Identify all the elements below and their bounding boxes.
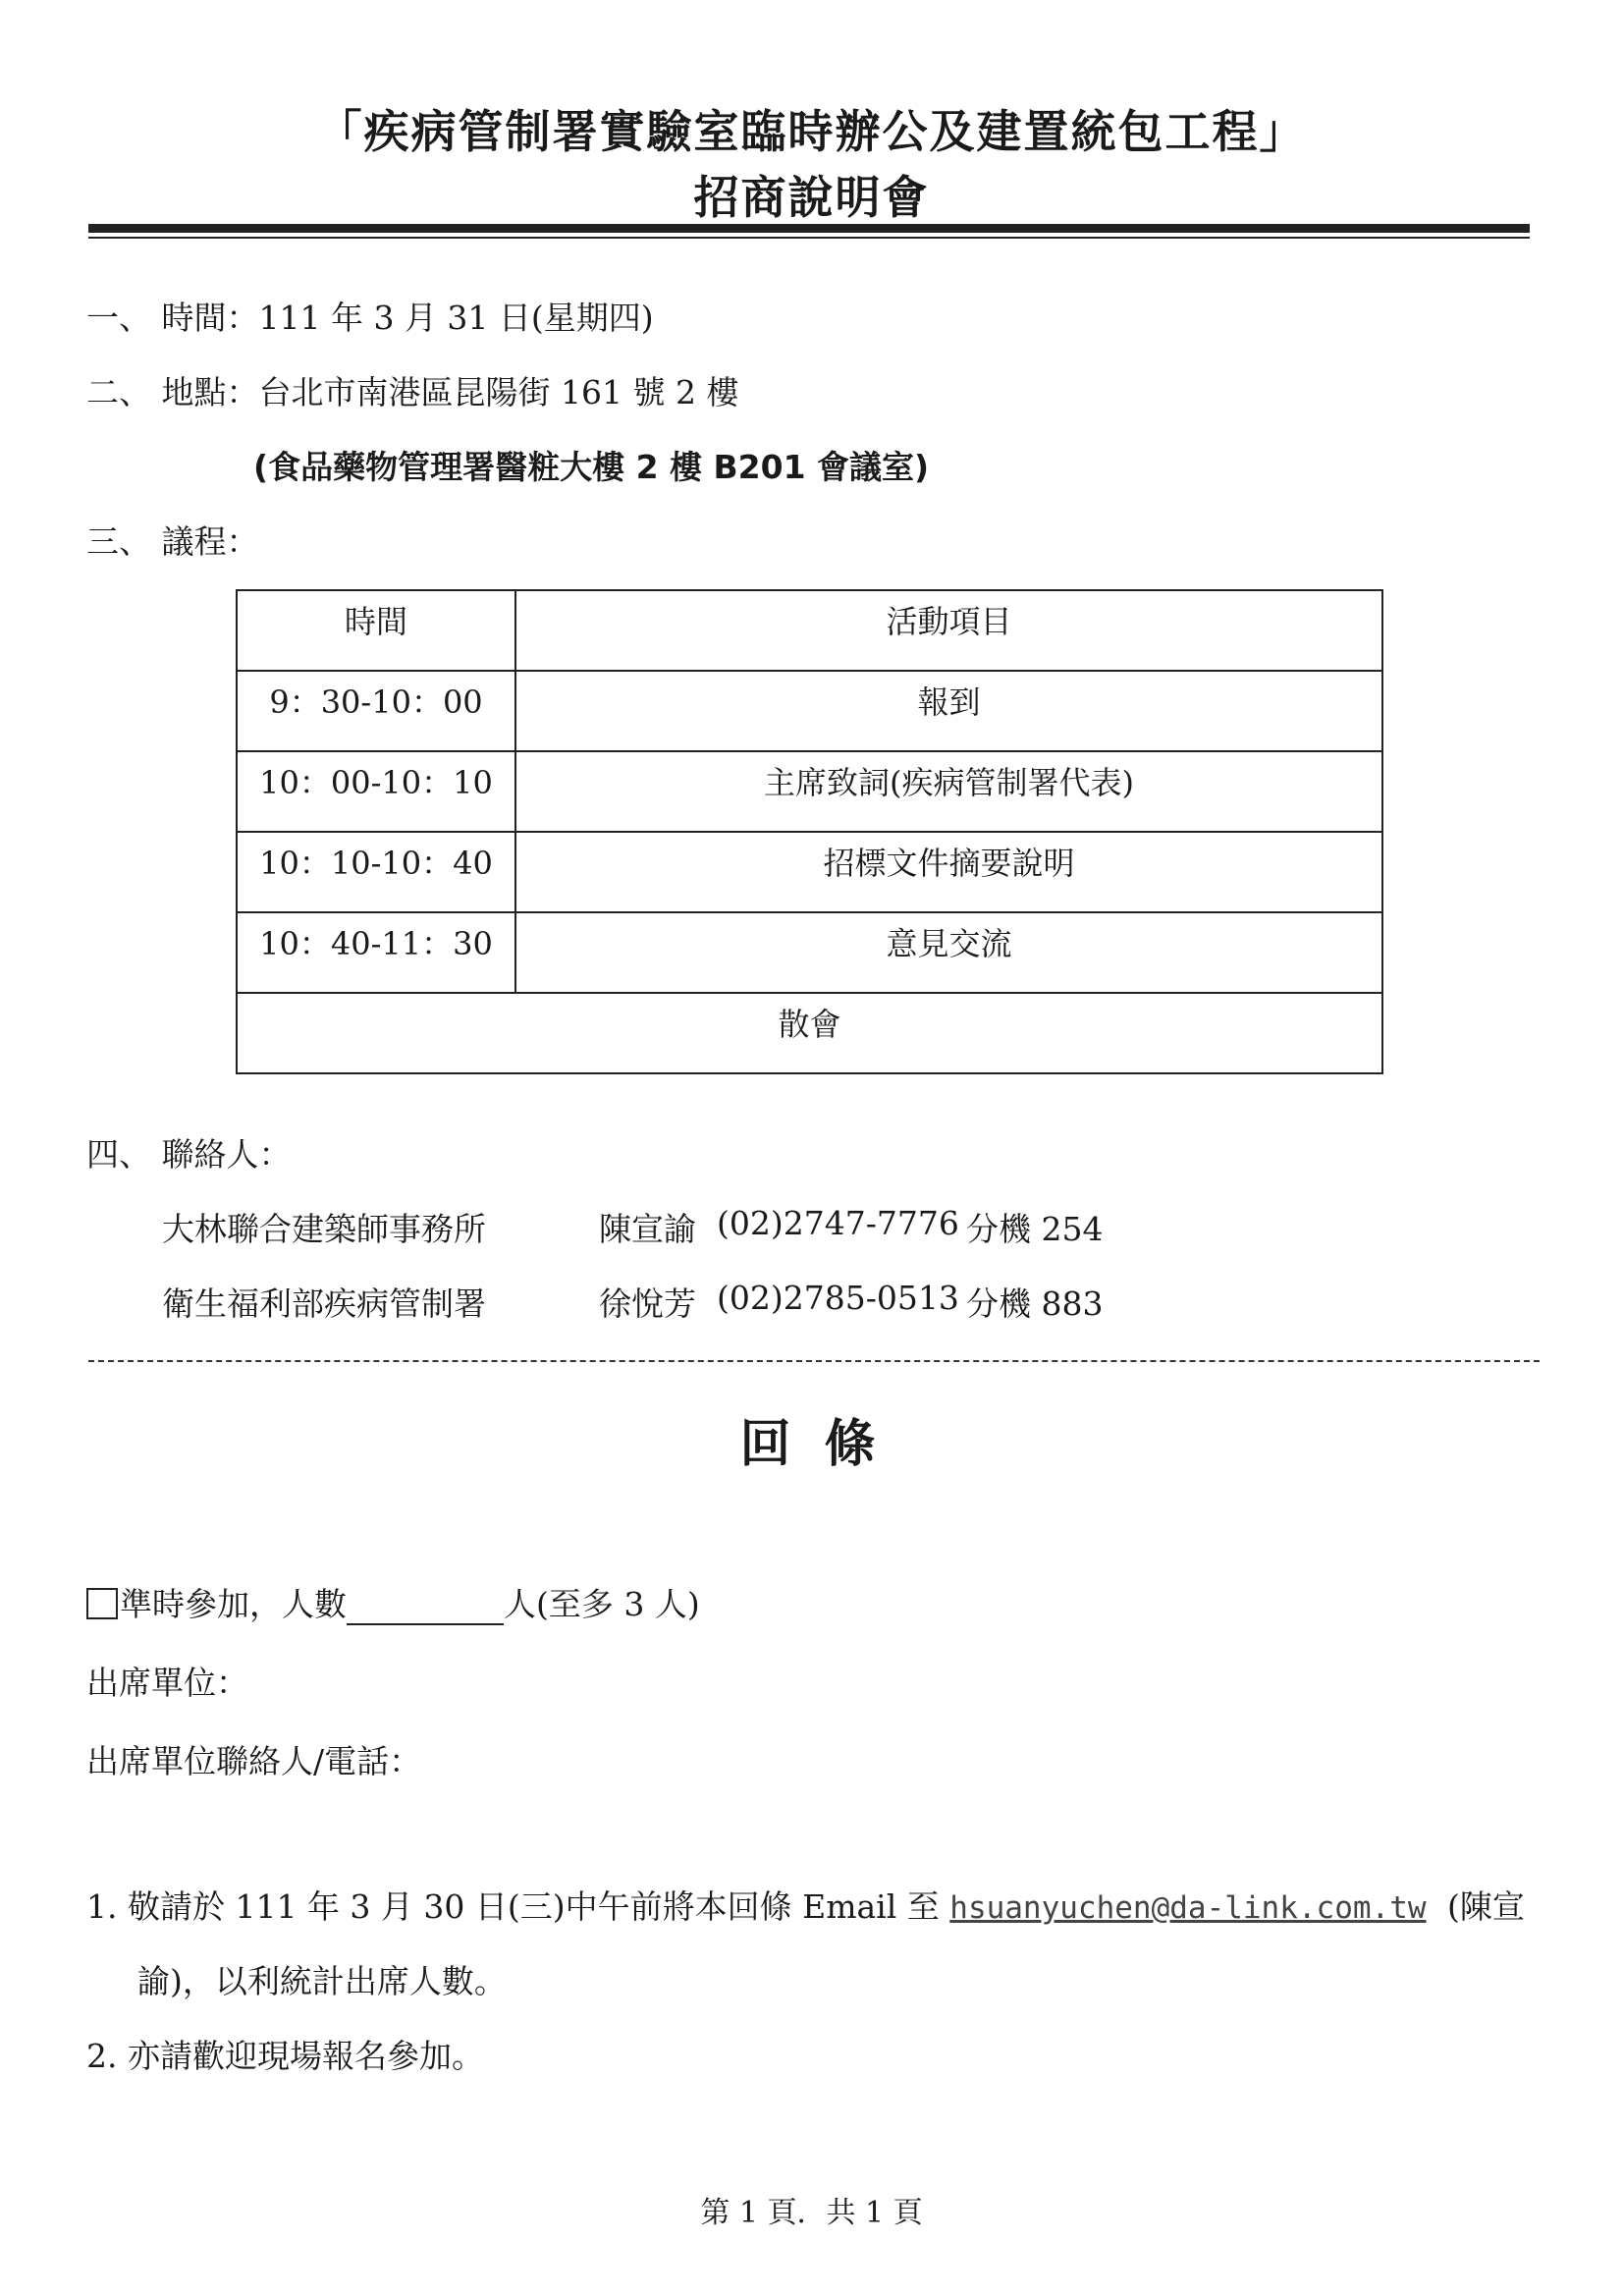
attendee-count-field[interactable] — [347, 1594, 504, 1625]
attend-line — [86, 1579, 700, 1625]
agenda-item: 招標文件摘要說明 — [515, 832, 1382, 912]
agenda-header-time: 時間 — [237, 590, 515, 671]
agenda-time: 10：00-10：10 — [237, 751, 515, 832]
contact-phone: (02)2785-0513 — [717, 1279, 959, 1317]
note-2: 2. 亦請歡迎現場報名參加。 — [86, 2037, 484, 2075]
table-row — [237, 671, 1382, 751]
title-rule-thin — [88, 237, 1530, 239]
note-1-cont: 諭)，以利統計出席人數。 — [137, 1962, 507, 2000]
agenda-time: 10：40-11：30 — [237, 912, 515, 993]
contact-phone-label: 出席單位聯絡人/電話： — [86, 1742, 422, 1780]
note-1-text: 1. 敬請於 111 年 3 月 30 日(三)中午前將本回條 Email 至 — [86, 1887, 940, 1926]
title-rule — [88, 224, 1530, 233]
agenda-item: 意見交流 — [515, 912, 1382, 993]
unit-label: 出席單位： — [86, 1664, 248, 1702]
agenda-item: 主席致詞(疾病管制署代表) — [515, 751, 1382, 832]
meeting-time: 一、 時間：111 年 3 月 31 日(星期四) — [86, 299, 654, 337]
agenda-header-item: 活動項目 — [515, 590, 1382, 671]
contact-phone: (02)2747-7776 — [717, 1204, 959, 1242]
email-link[interactable]: hsuanyuchen@da-link.com.tw — [949, 1890, 1427, 1926]
note-1 — [86, 1882, 1427, 1928]
contact-org: 大林聯合建築師事務所 — [162, 1210, 486, 1248]
reply-title: 回 條 — [739, 1415, 884, 1474]
agenda-time: 9：30-10：00 — [237, 671, 515, 751]
agenda-time: 10：10-10：40 — [237, 832, 515, 912]
document-subtitle: 招商說明會 — [693, 171, 930, 224]
document-title: 「疾病管制署實驗室臨時辦公及建置統包工程」 — [316, 105, 1307, 158]
contacts-label: 四、 聯絡人： — [86, 1135, 292, 1174]
attend-checkbox[interactable] — [86, 1588, 118, 1619]
attend-prefix: 準時參加，人數 — [120, 1585, 347, 1623]
attend-suffix: 人(至多 3 人) — [504, 1585, 700, 1623]
meeting-place: 二、 地點：台北市南港區昆陽街 161 號 2 樓 — [86, 373, 739, 411]
agenda-label: 三、 議程： — [86, 522, 259, 561]
contact-ext: 分機 254 — [966, 1210, 1104, 1248]
contact-person: 陳宣諭 — [599, 1210, 696, 1248]
agenda-item: 報到 — [515, 671, 1382, 751]
contact-person: 徐悅芳 — [599, 1285, 696, 1323]
table-row — [237, 832, 1382, 912]
agenda-header-row — [237, 590, 1382, 671]
meeting-place-detail: (食品藥物管理署醫粧大樓 2 樓 B201 會議室) — [253, 448, 930, 486]
agenda-table — [236, 589, 1383, 1074]
agenda-closing-row — [237, 993, 1382, 1073]
table-row — [237, 751, 1382, 832]
note-1-tail: (陳宣 — [1447, 1887, 1525, 1926]
contact-org: 衛生福利部疾病管制署 — [162, 1285, 486, 1323]
table-row — [237, 912, 1382, 993]
agenda-closing: 散會 — [237, 993, 1382, 1073]
contact-ext: 分機 883 — [966, 1285, 1104, 1323]
page-number: 第 1 頁．共 1 頁 — [700, 2196, 923, 2230]
cut-line — [88, 1360, 1540, 1362]
